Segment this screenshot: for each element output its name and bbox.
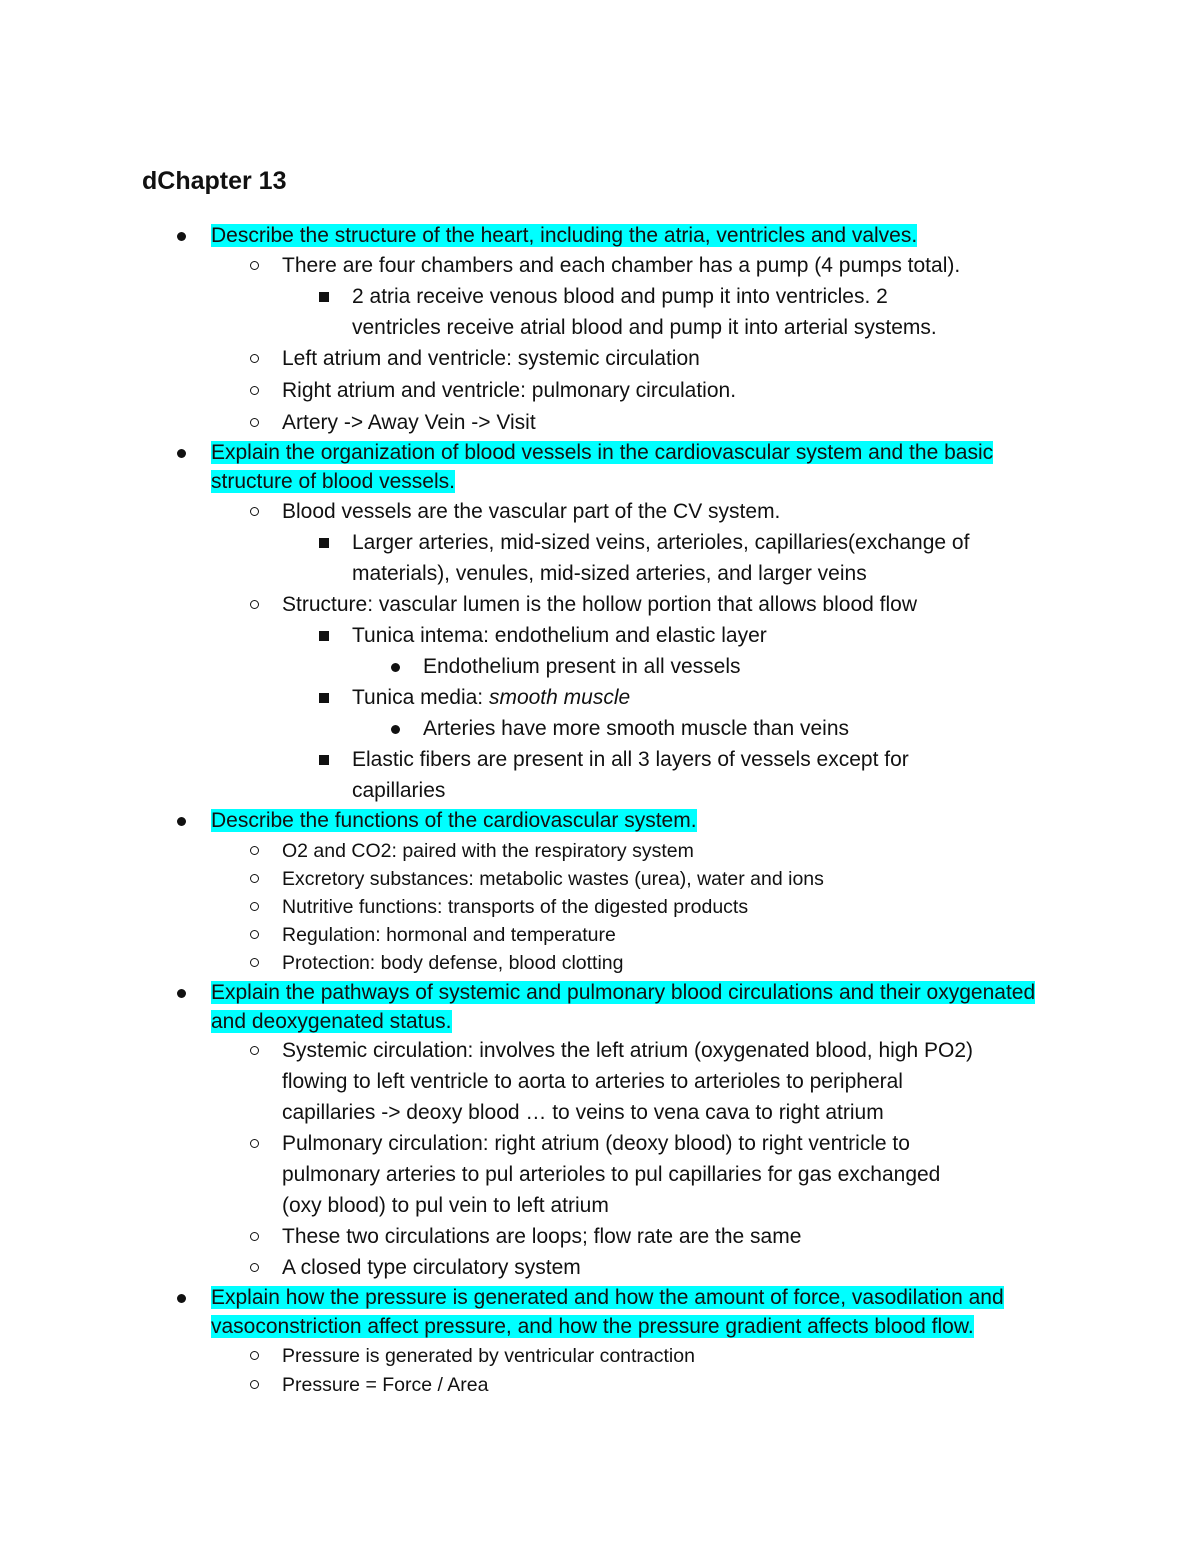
list-item-text: Explain the pathways of systemic and pulmonary blood circulations and their oxygenated — [211, 981, 1036, 1004]
list-item-text: A closed type circulatory system — [282, 1256, 581, 1279]
list-item-text: Protection: body defense, blood clotting — [282, 952, 624, 974]
bullet-circle-icon — [250, 386, 259, 395]
list-item — [211, 1008, 452, 1036]
list-item-text: Structure: vascular lumen is the hollow portion that allows blood flow — [282, 593, 917, 616]
list-item — [352, 622, 767, 650]
list-item-text: 2 atria receive venous blood and pump it into ventricles. 2 — [352, 285, 888, 308]
list-item-text: Larger arteries, mid-sized veins, arterioles, capillaries(exchange of — [352, 531, 970, 554]
bullet-circle-icon — [250, 1139, 259, 1148]
list-item — [282, 1192, 609, 1220]
page-title: dChapter 13 — [142, 167, 287, 195]
list-item-text: pulmonary arteries to pul arterioles to pul capillaries for gas exchanged — [282, 1163, 941, 1186]
list-item — [352, 314, 937, 342]
list-item-text: and deoxygenated status. — [211, 1010, 452, 1033]
list-item — [211, 222, 917, 250]
list-item-text: Regulation: hormonal and temperature — [282, 924, 616, 946]
bullet-circle-icon — [250, 418, 259, 427]
list-item — [282, 865, 824, 893]
list-item — [282, 591, 917, 619]
list-item-text: These two circulations are loops; flow rate are the same — [282, 1225, 802, 1248]
bullet-disc-icon — [177, 1294, 186, 1303]
list-item — [211, 468, 455, 496]
list-item — [282, 1099, 884, 1127]
list-item-text: Left atrium and ventricle: systemic circulation — [282, 347, 700, 370]
list-item — [282, 1371, 488, 1399]
bullet-square-icon — [319, 693, 329, 703]
list-item — [352, 684, 630, 712]
list-item-text: There are four chambers and each chamber has a pump (4 pumps total). — [282, 254, 961, 277]
list-item-text: Systemic circulation: involves the left atrium (oxygenated blood, high PO2) — [282, 1039, 974, 1062]
list-item — [211, 1313, 974, 1341]
list-item — [282, 1130, 910, 1158]
list-item — [352, 746, 909, 774]
list-item-text: Artery -> Away Vein -> Visit — [282, 411, 536, 434]
list-item-text: capillaries — [352, 779, 446, 802]
list-item-text: Endothelium present in all vessels — [423, 655, 741, 678]
list-item-text: capillaries -> deoxy blood … to veins to vena cava to right atrium — [282, 1101, 884, 1124]
bullet-circle-icon — [250, 261, 259, 270]
list-item — [282, 1223, 801, 1251]
bullet-square-icon — [319, 538, 329, 548]
list-item-text: vasoconstriction affect pressure, and how the pressure gradient affects blood flow. — [211, 1315, 974, 1338]
list-item — [282, 252, 960, 280]
list-item-text: Tunica media: — [352, 686, 489, 709]
list-item-text: Right atrium and ventricle: pulmonary circulation. — [282, 379, 737, 402]
list-item-text: Explain the organization of blood vessels in the cardiovascular system and the basic — [211, 441, 994, 464]
list-item-text: Excretory substances: metabolic wastes (urea), water and ions — [282, 868, 824, 890]
bullet-circle-icon — [250, 600, 259, 609]
list-item-text: Elastic fibers are present in all 3 layers of vessels except for — [352, 748, 909, 771]
list-item — [423, 715, 849, 743]
bullet-disc-icon — [391, 725, 400, 734]
list-item — [282, 949, 623, 977]
list-item — [211, 1284, 1004, 1312]
bullet-circle-icon — [250, 902, 259, 911]
list-item-text: Pressure = Force / Area — [282, 1374, 489, 1396]
bullet-circle-icon — [250, 507, 259, 516]
list-item-text: Explain how the pressure is generated and how the amount of force, vasodilation and — [211, 1286, 1004, 1309]
list-item-text: (oxy blood) to pul vein to left atrium — [282, 1194, 609, 1217]
list-item — [282, 1254, 581, 1282]
bullet-circle-icon — [250, 958, 259, 967]
list-item-text: Tunica intema: endothelium and elastic layer — [352, 624, 767, 647]
list-item — [282, 1161, 940, 1189]
bullet-square-icon — [319, 292, 329, 302]
bullet-disc-icon — [391, 663, 400, 672]
list-item — [282, 1342, 695, 1370]
bullet-circle-icon — [250, 1380, 259, 1389]
list-item — [282, 1037, 973, 1065]
list-item — [352, 560, 867, 588]
list-item-text: O2 and CO2: paired with the respiratory system — [282, 840, 694, 862]
list-item — [211, 439, 993, 467]
list-item-text: Arteries have more smooth muscle than veins — [423, 717, 850, 740]
list-item-text: structure of blood vessels. — [211, 470, 455, 493]
bullet-square-icon — [319, 631, 329, 641]
bullet-circle-icon — [250, 354, 259, 363]
list-item-text: Describe the functions of the cardiovascular system. — [211, 809, 697, 832]
bullet-disc-icon — [177, 232, 186, 241]
list-item-italic-text: smooth muscle — [488, 686, 631, 709]
list-item — [423, 653, 741, 681]
bullet-disc-icon — [177, 989, 186, 998]
list-item — [352, 777, 445, 805]
bullet-circle-icon — [250, 1351, 259, 1360]
list-item-text: Nutritive functions: transports of the digested products — [282, 896, 749, 918]
bullet-circle-icon — [250, 1232, 259, 1241]
list-item-text: Pressure is generated by ventricular contraction — [282, 1345, 695, 1367]
list-item-text: flowing to left ventricle to aorta to arteries to arterioles to peripheral — [282, 1070, 903, 1093]
list-item — [282, 1068, 903, 1096]
list-item — [282, 345, 700, 373]
bullet-disc-icon — [177, 817, 186, 826]
list-item-text: Describe the structure of the heart, including the atria, ventricles and valves. — [211, 224, 918, 247]
list-item — [282, 498, 780, 526]
bullet-circle-icon — [250, 1046, 259, 1055]
list-item — [211, 807, 697, 835]
bullet-circle-icon — [250, 1263, 259, 1272]
list-item — [282, 377, 736, 405]
list-item — [352, 283, 888, 311]
bullet-circle-icon — [250, 846, 259, 855]
bullet-square-icon — [319, 755, 329, 765]
list-item-text: ventricles receive atrial blood and pump it into arterial systems. — [352, 316, 937, 339]
list-item — [282, 837, 694, 865]
bullet-circle-icon — [250, 930, 259, 939]
bullet-circle-icon — [250, 874, 259, 883]
list-item — [282, 409, 536, 437]
list-item-text: Pulmonary circulation: right atrium (deoxy blood) to right ventricle to — [282, 1132, 910, 1155]
list-item-text: Blood vessels are the vascular part of the CV system. — [282, 500, 781, 523]
list-item — [211, 979, 1035, 1007]
list-item — [282, 921, 616, 949]
bullet-disc-icon — [177, 449, 186, 458]
list-item — [282, 893, 748, 921]
list-item — [352, 529, 969, 557]
list-item-text: materials), venules, mid-sized arteries, and larger veins — [352, 562, 867, 585]
